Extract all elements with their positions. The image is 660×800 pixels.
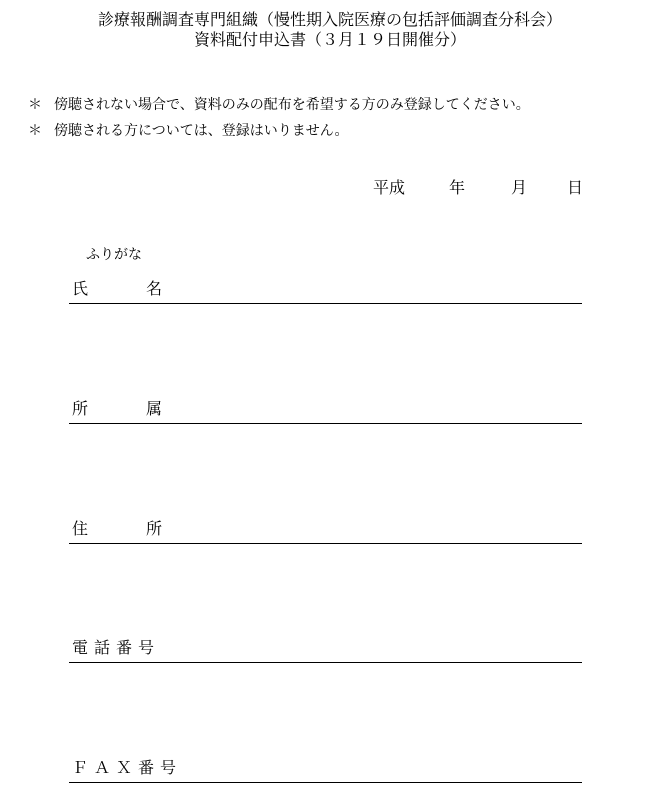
date-line	[373, 178, 583, 198]
name-label: 氏名	[72, 279, 221, 298]
asterisk-icon: ＊	[28, 97, 42, 113]
fax-field[interactable]	[69, 758, 582, 783]
note-item	[28, 96, 530, 114]
furigana-label: ふりがな	[86, 247, 142, 263]
note-text: 傍聴される方については、登録はいりません。	[54, 123, 349, 139]
name-field[interactable]	[69, 279, 582, 304]
date-year-label: 年	[449, 178, 466, 197]
fax-label: ＦＡＸ番号	[72, 758, 183, 777]
tel-label: 電話番号	[72, 638, 161, 657]
note-item	[28, 122, 349, 140]
date-era: 平成	[373, 178, 406, 197]
address-field[interactable]	[69, 519, 582, 544]
asterisk-icon: ＊	[28, 123, 42, 139]
date-day-label: 日	[567, 178, 584, 197]
form-title-line2: 資料配付申込書（３月１９日開催分）	[193, 30, 466, 49]
affiliation-field[interactable]	[69, 399, 582, 424]
form-title-line1: 診療報酬調査専門組織（慢性期入院医療の包括評価調査分科会）	[97, 10, 562, 29]
date-month-label: 月	[511, 178, 528, 197]
affiliation-label: 所属	[72, 399, 221, 418]
address-label: 住所	[72, 519, 221, 538]
note-text: 傍聴されない場合で、資料のみの配布を希望する方のみ登録してください。	[54, 97, 530, 113]
tel-field[interactable]	[69, 638, 582, 663]
